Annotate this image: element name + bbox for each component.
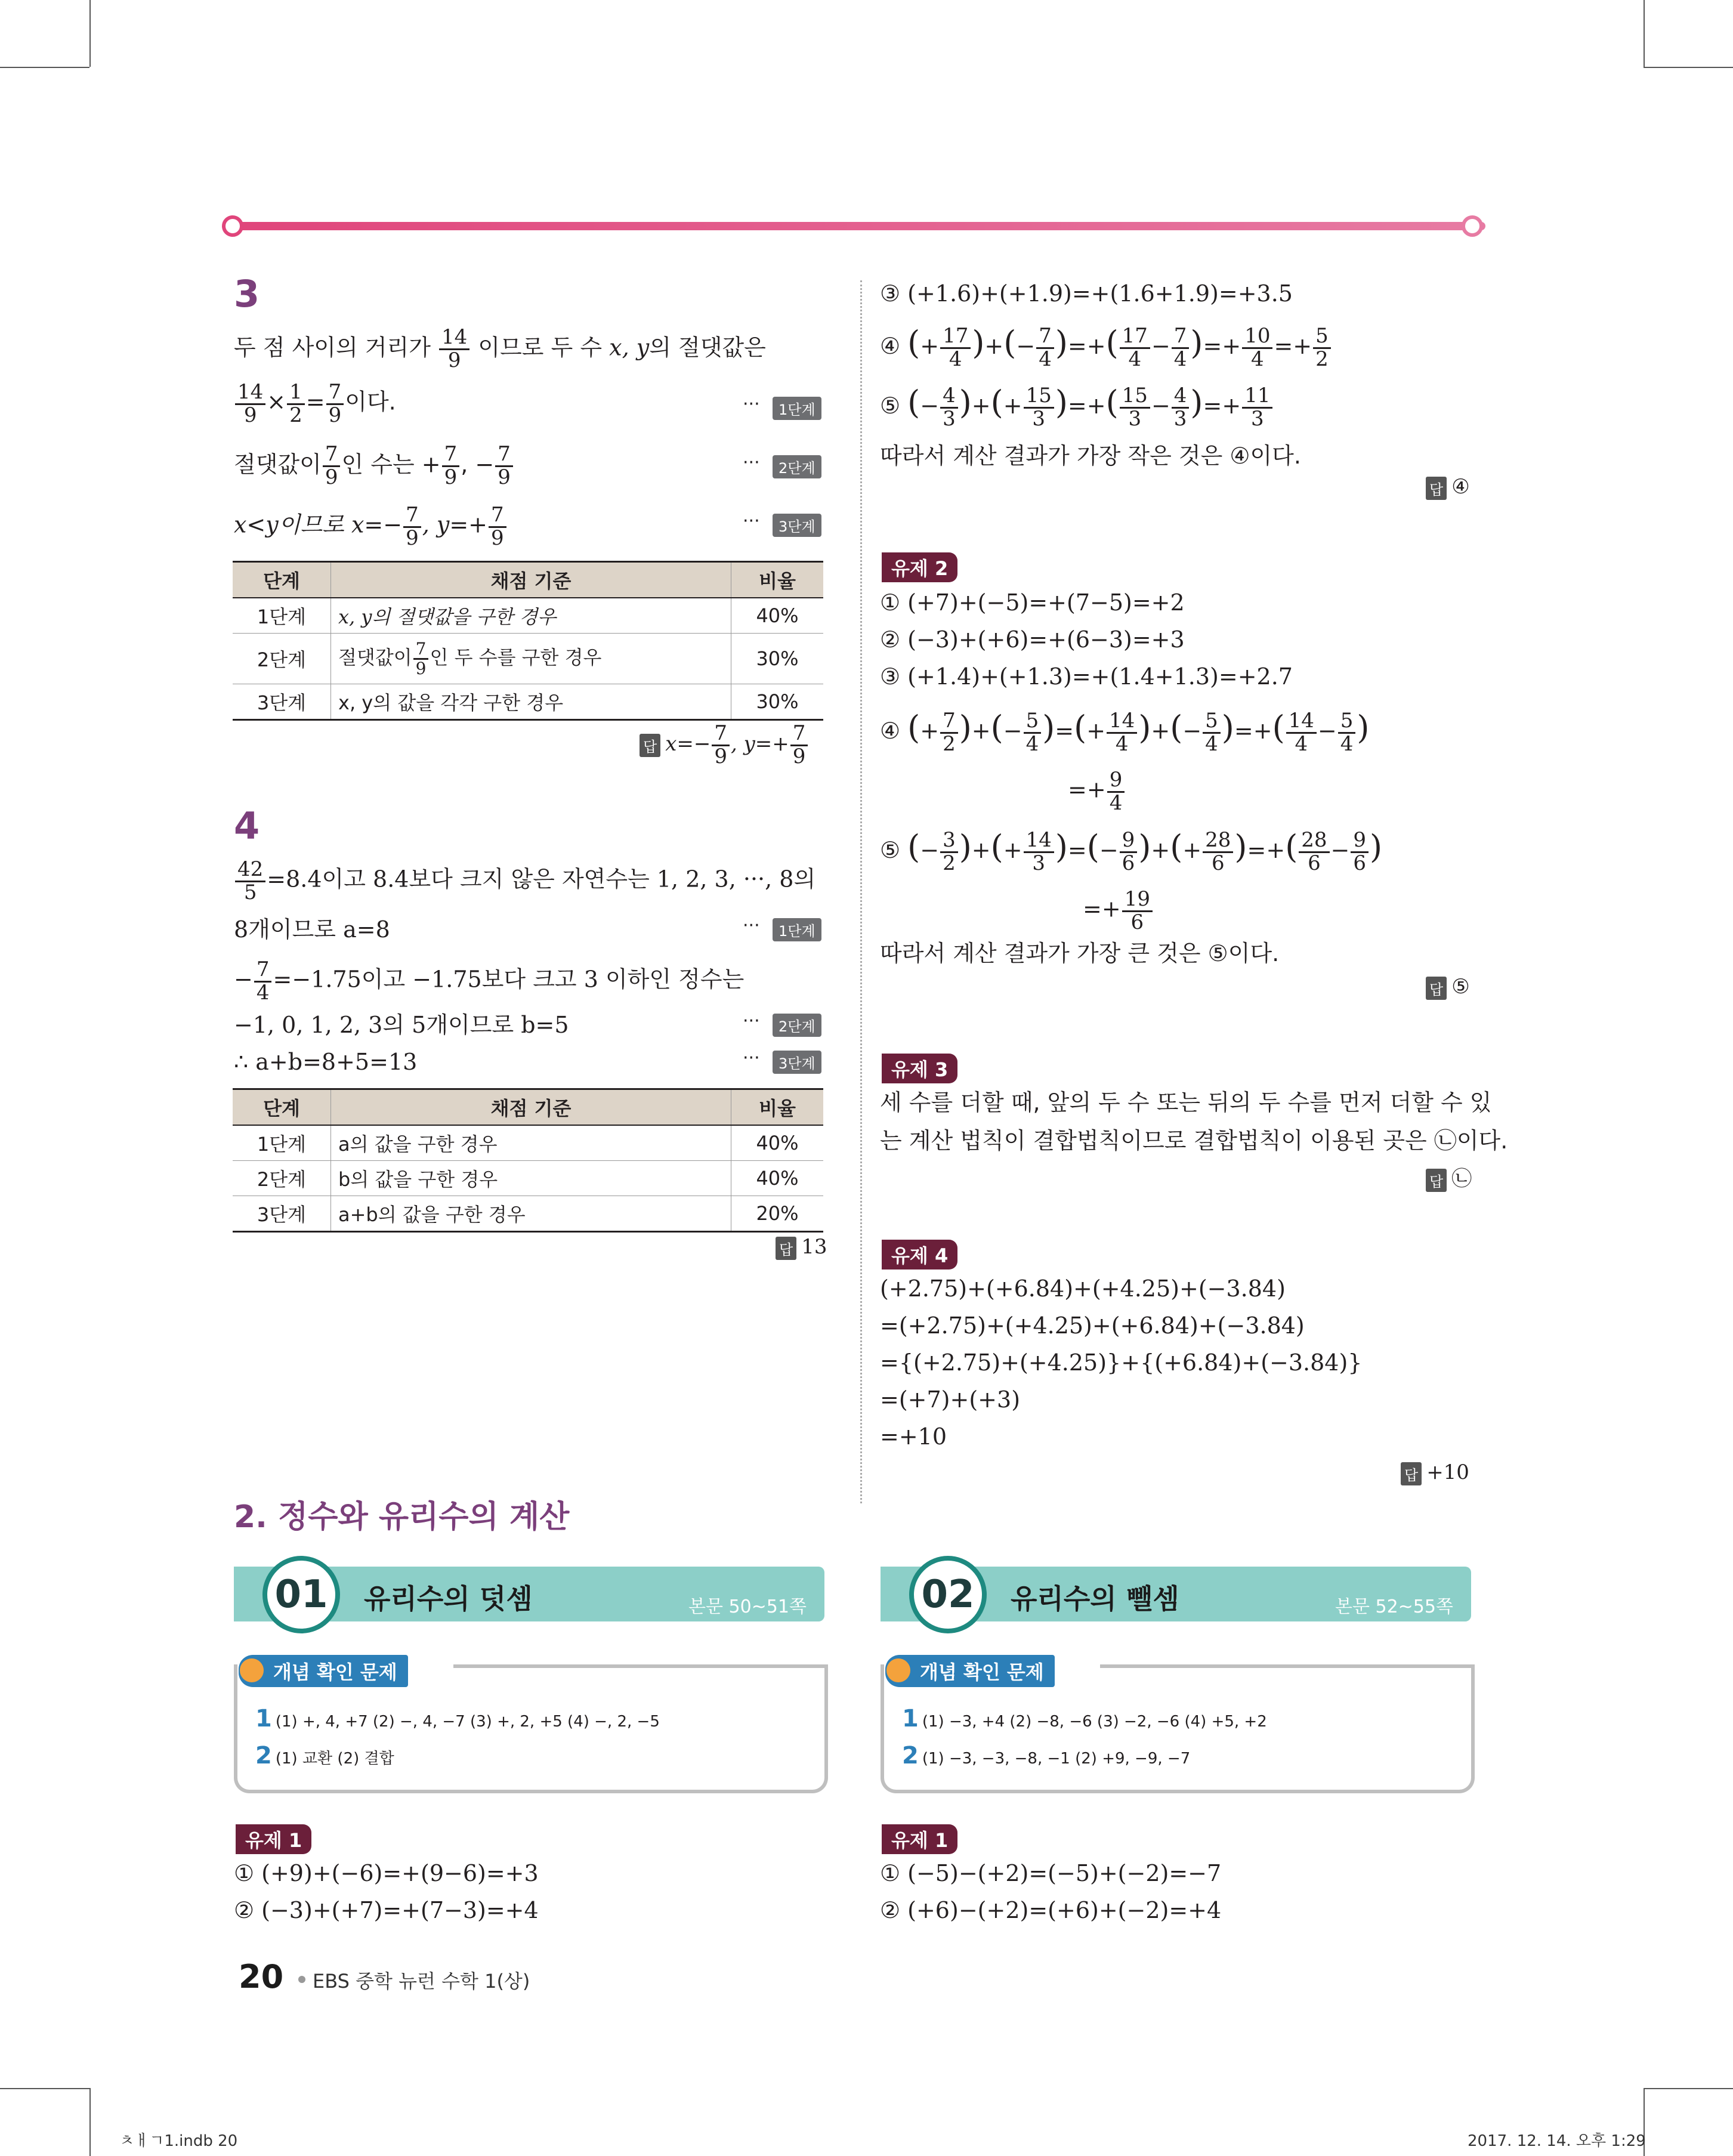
column-divider: [860, 280, 862, 1503]
step-badge: 2단계: [773, 1014, 821, 1037]
concept-label-1: 개념 확인 문제: [239, 1655, 408, 1687]
fraction: $\frac{7}{9}$: [495, 444, 513, 488]
crop-mark: [1644, 67, 1733, 68]
section-title: 2. 정수와 유리수의 계산: [234, 1499, 570, 1535]
fraction: $\frac{14}{9}$: [439, 327, 469, 371]
fraction: $\frac{7}{9}$: [326, 382, 344, 426]
fraction: $\frac{7}{9}$: [323, 444, 341, 488]
answer-label: 답: [1426, 1169, 1447, 1192]
step-badge: 3단계: [773, 1051, 821, 1074]
concept-1-item-1: 1 (1) +, 4, +7 (2) −, 4, −7 (3) +, 2, +5 (4) −, 2, −5: [255, 1705, 660, 1732]
p3-line1: [234, 327, 766, 371]
dots: ···: [743, 915, 760, 936]
yj3-line1: 세 수를 더할 때, 앞의 두 수 또는 뒤의 두 수를 먼저 더할 수 있: [880, 1089, 1492, 1116]
header-bar-dot: [1462, 215, 1483, 237]
fraction: $\frac{42}{5}$: [235, 859, 265, 903]
unit-02-page-ref: 본문 52~55쪽: [1335, 1596, 1453, 1617]
concept-box-top-line: [453, 1664, 824, 1668]
p3-line4: x<y이므로 x=− $\frac{7}{9}$ , y=+ $\frac{7}{9}$: [234, 505, 508, 549]
unit-02-badge: 02: [909, 1556, 987, 1633]
yj2-line2: ② (−3)+(+6)=+(6−3)=+3: [880, 626, 1185, 653]
fraction: $\frac{7}{9}$: [790, 723, 808, 767]
crop-mark: [1644, 0, 1645, 67]
concept-2-item-2: 2 (1) −3, −3, −8, −1 (2) +9, −9, −7: [902, 1742, 1191, 1769]
crop-mark: [1644, 2088, 1733, 2089]
problem-4-number: 4: [234, 804, 260, 848]
yuje-2-tag: 유제 2: [882, 552, 957, 582]
crop-mark: [0, 2088, 89, 2089]
unit1-yuje-1-tag: 유제 1: [236, 1824, 311, 1854]
answer-3: 답 x=− $\frac{7}{9}$ , y=+ $\frac{7}{9}$: [640, 723, 809, 767]
dots: ···: [743, 1048, 760, 1068]
page-number: 20: [239, 1958, 284, 1996]
answer-yj4: 답 +10: [1401, 1460, 1469, 1485]
dots: ···: [743, 511, 760, 532]
print-info-right: 2017. 12. 14. 오후 1:29: [1468, 2132, 1646, 2150]
yj2-line3: ③ (+1.4)+(+1.3)=+(1.4+1.3)=+2.7: [880, 663, 1293, 690]
yuje-3-tag: 유제 3: [882, 1054, 957, 1083]
p4-line3: − $\frac{7}{4}$ =−1.75이고 −1.75보다 크고 3 이하인 정수는: [234, 957, 745, 1005]
unit1-yj1-line1: ① (+9)+(−6)=+(9−6)=+3: [234, 1860, 539, 1886]
lightbulb-icon: [240, 1658, 264, 1682]
answer-yj3: 답 ㉡: [1426, 1162, 1472, 1192]
concept-1-item-2: 2 (1) 교환 (2) 결합: [255, 1742, 394, 1769]
unit-01-badge: 01: [262, 1556, 340, 1633]
concept-label-2: 개념 확인 문제: [885, 1655, 1055, 1687]
yj4-line1: (+2.75)+(+6.84)+(+4.25)+(−3.84): [880, 1275, 1286, 1302]
unit2-yj1-line1: ① (−5)−(+2)=(−5)+(−2)=−7: [880, 1860, 1222, 1886]
unit-01-page-ref: 본문 50~51쪽: [688, 1596, 807, 1617]
text: 두 점 사이의 거리가: [234, 334, 431, 361]
fraction: $\frac{7}{9}$: [403, 505, 421, 549]
step-badge: 1단계: [773, 918, 821, 941]
crop-mark: [0, 67, 89, 68]
rt-line4: ④ (+ $\frac{17}{4}$ )+(− $\frac{7}{4}$ )=+( $\frac{17}{4}$ − $\frac{7}{4}$ )=+ $\frac{10}{4}$ =+ $\frac{5}{2}$: [880, 325, 1332, 370]
answer-label: 답: [1426, 977, 1447, 1000]
answer-label: 답: [1426, 477, 1447, 500]
unit1-yj1-line2: ② (−3)+(+7)=+(7−3)=+4: [234, 1897, 539, 1923]
yj3-line2: 는 계산 법칙이 결합법칙이므로 결합법칙이 이용된 곳은 ㉡이다.: [880, 1128, 1508, 1154]
fraction: $\frac{14}{9}$: [235, 382, 265, 426]
unit-02-title: 유리수의 뺄셈: [1011, 1583, 1179, 1615]
answer-label: 답: [640, 734, 660, 757]
step-badge: 1단계: [773, 397, 821, 420]
yj4-line4: =(+7)+(+3): [880, 1386, 1021, 1413]
yj4-line3: ={(+2.75)+(+4.25)}+{(+6.84)+(−3.84)}: [880, 1349, 1363, 1376]
text: x, y: [609, 334, 650, 361]
unit-01-title: 유리수의 덧셈: [364, 1583, 533, 1615]
answer-yj2: 답 ⑤: [1426, 975, 1470, 1000]
answer-label: 답: [776, 1237, 796, 1260]
lightbulb-icon: [886, 1658, 910, 1682]
fraction: $\frac{7}{9}$: [712, 723, 730, 767]
unit2-yj1-line2: ② (+6)−(+2)=(+6)+(−2)=+4: [880, 1897, 1222, 1923]
header-bar: [233, 222, 1485, 230]
bullet-dot: [298, 1976, 305, 1983]
grading-table-3: 단계 채점 기준 비율 1단계 x, y의 절댓값을 구한 경우 40% 2단계 절댓값이 $\frac{7}{9}$ 인 두 수를 구한 경우 30% 3단계 x, y의 값을 각각 구한 경우 30%: [233, 561, 823, 721]
answer-rt: 답 ④: [1426, 475, 1470, 500]
yj2-line6: ⑤ (− $\frac{3}{2}$ )+(+ $\frac{14}{3}$ )=(− $\frac{9}{6}$ )+(+ $\frac{28}{6}$ )=+( $\frac{28}{6}$ − $\frac{9}{6}$ ): [880, 828, 1383, 875]
p4-line2: 8개이므로 a=8: [234, 916, 390, 943]
text: 의 절댓값은: [649, 334, 766, 361]
p4-line1: $\frac{42}{5}$ =8.4이고 8.4보다 크지 않은 자연수는 1, 2, 3, ···, 8의: [234, 859, 815, 903]
rt-line5: ⑤ (− $\frac{4}{3}$ )+(+ $\frac{15}{3}$ )=+( $\frac{15}{3}$ − $\frac{4}{3}$ )=+ $\frac{11}{3}$: [880, 385, 1274, 430]
crop-mark: [89, 2088, 91, 2156]
print-info-left: ㅊㅐㄱ1.indb 20: [119, 2132, 238, 2150]
p3-line2: $\frac{14}{9}$ × $\frac{1}{2}$ = $\frac{7}{9}$ 이다.: [234, 382, 396, 426]
unit2-yuje-1-tag: 유제 1: [882, 1824, 957, 1854]
answer-label: 답: [1401, 1462, 1422, 1485]
concept-2-item-1: 1 (1) −3, +4 (2) −8, −6 (3) −2, −6 (4) +5, +2: [902, 1705, 1267, 1732]
crop-mark: [89, 0, 91, 67]
fraction: $\frac{7}{9}$: [413, 640, 429, 677]
dots: ···: [743, 1011, 760, 1031]
p4-line4: −1, 0, 1, 2, 3의 5개이므로 b=5: [234, 1012, 569, 1038]
yj4-line5: =+10: [880, 1423, 947, 1450]
rt-line6: 따라서 계산 결과가 가장 작은 것은 ④이다.: [880, 443, 1301, 469]
answer-4: 답 13: [776, 1235, 827, 1260]
p3-line3: 절댓값이 $\frac{7}{9}$ 인 수는 + $\frac{7}{9}$ , − $\frac{7}{9}$: [234, 444, 514, 488]
problem-3-number: 3: [234, 272, 260, 316]
header-bar-dot: [222, 215, 243, 237]
concept-box-top-line: [1100, 1664, 1471, 1668]
step-badge: 3단계: [773, 514, 821, 537]
yj2-line7: =+ $\frac{19}{6}$: [1083, 889, 1154, 933]
yj2-line1: ① (+7)+(−5)=+(7−5)=+2: [880, 589, 1185, 616]
yj2-line5: =+ $\frac{9}{4}$: [1068, 770, 1126, 814]
yj2-line8: 따라서 계산 결과가 가장 큰 것은 ⑤이다.: [880, 940, 1280, 966]
fraction: $\frac{7}{4}$: [254, 959, 272, 1003]
text: 이므로 두 수: [478, 334, 603, 361]
dots: ···: [743, 394, 760, 415]
fraction: $\frac{1}{2}$: [287, 382, 305, 426]
fraction: $\frac{7}{9}$: [489, 505, 506, 549]
step-badge: 2단계: [773, 455, 821, 478]
p4-line5: ∴ a+b=8+5=13: [234, 1049, 418, 1075]
dots: ···: [743, 452, 760, 473]
grading-table-4: 단계 채점 기준 비율 1단계 a의 값을 구한 경우 40% 2단계 b의 값을 구한 경우 40% 3단계 a+b의 값을 구한 경우 20%: [233, 1088, 823, 1233]
yj2-line4: ④ (+ $\frac{7}{2}$ )+(− $\frac{5}{4}$ )=(+ $\frac{14}{4}$ )+(− $\frac{5}{4}$ )=+( $\frac{14}{4}$ − $\frac{5}{4}$ ): [880, 709, 1370, 756]
rt-line3: ③ (+1.6)+(+1.9)=+(1.6+1.9)=+3.5: [880, 280, 1293, 307]
yj4-line2: =(+2.75)+(+4.25)+(+6.84)+(−3.84): [880, 1312, 1305, 1339]
fraction: $\frac{7}{9}$: [442, 444, 460, 488]
book-title: EBS 중학 뉴런 수학 1(상): [313, 1970, 530, 1993]
yuje-4-tag: 유제 4: [882, 1240, 957, 1269]
